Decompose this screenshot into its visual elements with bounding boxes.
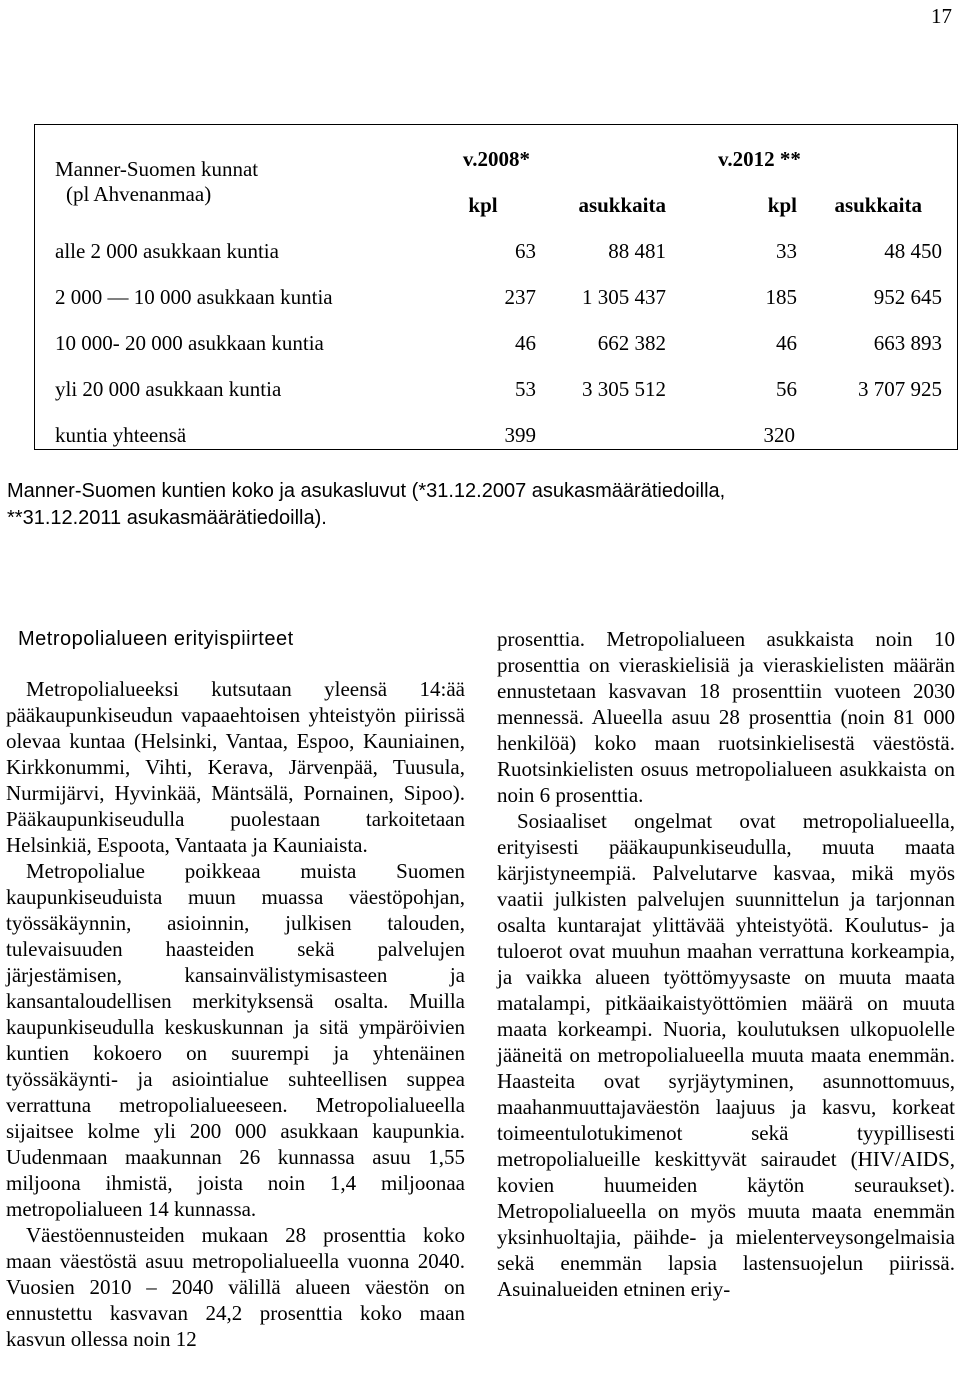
paragraph: Metropolialue poikkeaa muista Suomen kaupunkiseuduista muun muassa väestöpohjan, työssäkäynnin, asioinnin, julkisen talouden, tulevaisuuden haasteiden sekä palvelujen järjestämisen, kansainvälistymisasteen ja kansantaloudellisen merkityksensä osalta. Muilla kaupunkiseudulla keskuskunnan ja sitä ympäröivien kuntien kokoero on suurempi ja yhtenäinen työssäkäynti- ja asiointialue suhteellisen suppea verrattuna metropolialueeseen. Metropolialueella sijaitsee kolme yli 200 000 asukkaan kaupunkia. Uudenmaan maakunnan 26 kunnassa asuu 1,55 miljoona ihmistä, joista noin 1,4 miljoonaa metropolialueen 14 kunnassa. — [6, 859, 465, 1221]
col-asukkaita-2012: asukkaita — [834, 192, 922, 217]
paragraph: Väestöennusteiden mukaan 28 prosenttia koko maan väestöstä asuu metropolialueella vuonna 2040. Vuosien 2010 – 2040 välillä alueen väestön on ennustettu kasvavan 24,2 prosenttia koko maan kasvun ollessa noin 12 — [6, 1223, 465, 1351]
left-column — [6, 626, 465, 1352]
caption-line2: **31.12.2011 asukasmäärätiedoilla). — [7, 507, 327, 529]
cell-asukkaita-2012: 48 450 — [884, 238, 942, 263]
cell-asukkaita-2008: 320 — [763, 422, 795, 447]
cell-asukkaita-2012: 3 707 925 — [858, 376, 942, 401]
cell-kpl-2012: 56 — [776, 376, 797, 401]
cell-kpl-2008: 399 — [504, 422, 536, 447]
cell-asukkaita-2008: 1 305 437 — [582, 284, 666, 309]
col-kpl-2012: kpl — [767, 192, 797, 217]
cell-kpl-2008: 53 — [515, 376, 536, 401]
table-row — [34, 320, 958, 366]
table-row — [34, 228, 958, 274]
cell-asukkaita-2012: 663 893 — [873, 330, 942, 355]
cell-kpl-2012: 33 — [776, 238, 797, 263]
table-caption — [7, 478, 937, 532]
page-number: 17 — [931, 4, 952, 28]
row-label: kuntia yhteensä — [55, 422, 187, 447]
table-row — [34, 366, 958, 412]
row-label: 2 000 — 10 000 asukkaan kuntia — [55, 284, 333, 309]
row-label: alle 2 000 asukkaan kuntia — [55, 238, 279, 263]
cell-kpl-2012: 46 — [776, 330, 797, 355]
row-label: yli 20 000 asukkaan kuntia — [55, 376, 282, 401]
cell-asukkaita-2008: 3 305 512 — [582, 376, 666, 401]
paragraph: prosenttia. Metropolialueen asukkaista noin 10 prosenttia on vieraskielisiä ja vieraskielisten määrän ennustetaan kasvavan 18 prosenttiin vuoteen 2030 mennessä. Alueella asuu 28 prosenttia (noin 81 000 henkilöä) koko maan ruotsinkielisestä väestöstä. Ruotsinkielisten osuus metropolialueen asukkaista on noin 6 prosenttia. — [497, 627, 955, 807]
cell-kpl-2008: 63 — [515, 238, 536, 263]
cell-kpl-2012: 185 — [765, 284, 797, 309]
year-2008-label: v.2008* — [462, 146, 530, 171]
year-2008-header — [430, 136, 536, 182]
header-label-line1: Manner-Suomen kunnat — [55, 157, 259, 181]
year-2012-label: v.2012 ** — [718, 146, 801, 171]
cell-asukkaita-2012: 952 645 — [873, 284, 942, 309]
row-label: 10 000- 20 000 asukkaan kuntia — [55, 330, 324, 355]
table-row-total — [34, 412, 958, 458]
col-asukkaita-2008: asukkaita — [578, 192, 666, 217]
table-header-label — [34, 136, 430, 228]
caption-line1: Manner-Suomen kuntien koko ja asukasluvut (*31.12.2007 asukasmäärätiedoilla, — [7, 480, 726, 502]
cell-asukkaita-2012 — [797, 412, 958, 458]
cell-asukkaita-2008: 662 382 — [597, 330, 666, 355]
header-spacer — [536, 136, 674, 182]
table-header-row — [34, 136, 958, 182]
header-label-line2: (pl Ahvenanmaa) — [66, 182, 212, 206]
cell-kpl-2008: 46 — [515, 330, 536, 355]
year-2012-header — [674, 136, 958, 182]
cell-asukkaita-2008: 88 481 — [608, 238, 666, 263]
table-row — [34, 274, 958, 320]
cell-kpl-2008: 237 — [504, 284, 536, 309]
paragraph: Metropolialueeksi kutsutaan yleensä 14:ää pääkaupunkiseudun vapaaehtoisen yhteistyön piirissä olevaa kuntaa (Helsinki, Vantaa, Espoo, Kauniainen, Kirkkonummi, Vihti, Kerava, Järvenpää, Tuusula, Nurmijärvi, Hyvinkää, Mäntsälä, Pornainen, Sipoo). Pääkaupunkiseudulla puolestaan tarkoitetaan Helsinkiä, Espoota, Vantaata ja Kauniaista. — [6, 677, 465, 857]
right-column — [497, 626, 955, 1302]
paragraph: Sosiaaliset ongelmat ovat metropolialueella, erityisesti pääkaupunkiseudulla, muuta maata kärjistyneempiä. Palvelutarve kasvaa, mikä myös vaatii julkisten palvelujen suunnittelun ja tarjonnan osalta kuntarajat ylittävää yhteistyötä. Koulutus- ja tuloerot ovat muuhun maahan verrattuna korkeampia, ja vaikka alueen työttömyysaste on muuta maata matalampi, pitkäaikaistyöttömien määrä on muuta maata korkeampi. Nuoria, koulutuksen ulkopuolelle jääneitä on metropolialueella muuta maata enemmän. Haasteita ovat syrjäytyminen, asunnottomuus, maahanmuuttajaväestön laajuus ja kasvu, korkeat toimeentulotukimenot sekä tyypillisesti metropolialueille keskittyvät sairaudet (HIV/AIDS, kovien huumeiden käytön seuraukset). Metropolialueella on myös muuta maata enemmän yksinhuoltajia, päihde- ja mielenterveysongelmaisia sekä enemmän lapsia lastensuojelun piirissä. Asuinalueiden etninen eriy- — [497, 809, 955, 1301]
section-heading: Metropolialueen erityispiirteet — [18, 628, 294, 650]
col-kpl-2008: kpl — [468, 192, 498, 217]
municipality-table — [34, 136, 958, 458]
